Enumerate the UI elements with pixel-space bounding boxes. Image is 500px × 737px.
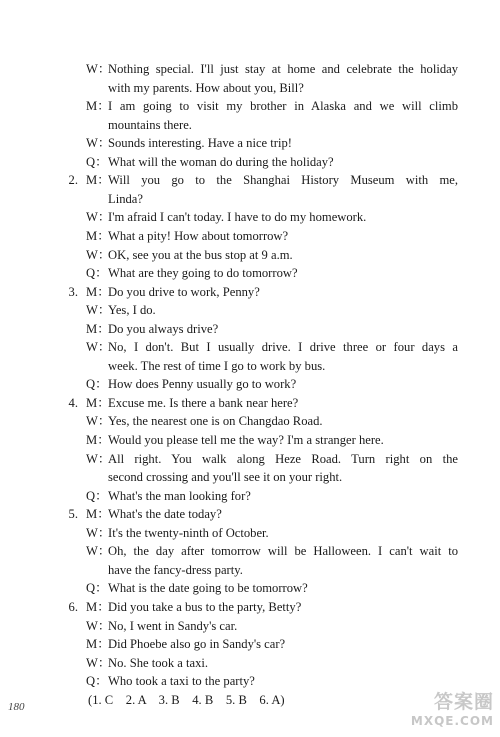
speaker-label: M： [86,599,110,614]
dialogue-text: Did you take a bus to the party, Betty? [108,599,302,614]
speaker-label: M： [86,284,110,299]
dialogue-continuation: mountains there. [108,117,192,132]
answer-key: (1. C 2. A 3. B 4. B 5. B 6. A) [88,692,285,707]
dialogue-text: How does Penny usually go to work? [108,377,297,392]
dialogue-text: It's the twenty-ninth of October. [108,525,269,540]
dialogue-line [0,598,500,616]
dialogue-continuation: week. The rest of time I go to work by bus. [108,358,326,373]
dialogue-text: No, I don't. But I usually drive. I drive three or four days a [108,340,458,355]
speaker-label: M： [86,99,110,114]
watermark-url: MXQE.COM [410,714,494,728]
dialogue-line [0,561,500,579]
dialogue-line [0,97,500,115]
page-number: 180 [8,701,25,713]
dialogue-line [0,264,500,282]
dialogue-text: What's the date today? [108,507,222,522]
speaker-label: M： [86,507,110,522]
speaker-label: Q： [86,581,108,596]
dialogue-line [0,487,500,505]
watermark-logo-text: 答案圈 [433,691,494,713]
dialogue-line [0,672,500,690]
dialogue-line [0,283,500,301]
speaker-label: M： [86,228,110,243]
site-watermark [382,690,494,732]
speaker-label: W： [86,414,111,429]
dialogue-line [0,375,500,393]
speaker-label: W： [86,303,111,318]
dialogue-text: All right. You walk along Heze Road. Turn right on the [108,451,458,466]
dialogue-line [0,450,500,468]
speaker-label: W： [86,340,111,355]
dialogue-text: What a pity! How about tomorrow? [108,228,289,243]
speaker-label: W： [86,210,111,225]
speaker-label: W： [86,544,111,559]
speaker-label: W： [86,451,111,466]
question-number: 4. [68,395,78,410]
dialogue-line [0,171,500,189]
dialogue-line [0,505,500,523]
dialogue-text: No. She took a taxi. [108,655,209,670]
dialogue-text: What will the woman do during the holiday? [108,154,334,169]
dialogue-line [0,153,500,171]
speaker-label: M： [86,395,110,410]
dialogue-line [0,301,500,319]
speaker-label: M： [86,321,110,336]
speaker-label: M： [86,637,110,652]
dialogue-text: Do you drive to work, Penny? [108,284,260,299]
speaker-label: M： [86,173,110,188]
dialogue-text: What's the man looking for? [108,488,251,503]
dialogue-text: Yes, I do. [108,303,156,318]
dialogue-text: Yes, the nearest one is on Changdao Road. [108,414,323,429]
speaker-label: Q： [86,377,108,392]
dialogue-line [0,227,500,245]
speaker-label: Q： [86,488,108,503]
dialogue-line [0,524,500,542]
dialogue-text: I am going to visit my brother in Alaska and we will climb [108,99,458,114]
dialogue-text: I'm afraid I can't today. I have to do my homework. [108,210,367,225]
speaker-label: Q： [86,674,108,689]
speaker-label: W： [86,655,111,670]
dialogue-line [0,60,500,78]
dialogue-text: Nothing special. I'll just stay at home and celebrate the holiday [108,62,458,76]
dialogue-line [0,134,500,152]
dialogue-text: OK, see you at the bus stop at 9 a.m. [108,247,293,262]
dialogue-line [0,394,500,412]
question-number: 6. [68,599,78,614]
dialogue-text: Sounds interesting. Have a nice trip! [108,136,292,151]
dialogue-continuation: Linda? [108,191,143,206]
question-number: 5. [68,507,78,522]
dialogue-line [0,579,500,597]
speaker-label: W： [86,618,111,633]
dialogue-text: Do you always drive? [108,321,219,336]
dialogue-line [0,412,500,430]
speaker-label: M： [86,433,110,447]
question-number: 3. [68,284,78,299]
dialogue-continuation: with my parents. How about you, Bill? [108,80,304,95]
dialogue-text: Will you go to the Shanghai History Museum with me, [108,173,458,188]
dialogue-text: What is the date going to be tomorrow? [108,581,308,596]
dialogue-line [0,79,500,97]
dialogue-text: Did Phoebe also go in Sandy's car? [108,637,286,652]
dialogue-line [0,468,500,486]
dialogue-line [0,208,500,226]
dialogue-line [0,357,500,375]
dialogue-line [0,246,500,264]
speaker-label: Q： [86,266,108,281]
question-number: 2. [68,173,78,188]
dialogue-continuation: have the fancy-dress party. [108,562,243,577]
speaker-label: W： [86,136,111,151]
dialogue-continuation: second crossing and you'll see it on your right. [108,470,343,485]
speaker-label: W： [86,247,111,262]
dialogue-text: What are they going to do tomorrow? [108,266,298,281]
dialogue-text: Oh, the day after tomorrow will be Halloween. I can't wait to [108,544,458,559]
dialogue-line [0,635,500,653]
dialogue-text: Excuse me. Is there a bank near here? [108,395,299,410]
dialogue-line [0,190,500,208]
speaker-label: W： [86,525,111,540]
dialogue-line [0,338,500,356]
dialogue-line [0,116,500,134]
dialogue-text: Who took a taxi to the party? [108,674,255,689]
dialogue-line [0,320,500,338]
dialogue-line [0,654,500,672]
dialogue-text: Would you please tell me the way? I'm a stranger here. [108,433,384,447]
dialogue-line [0,542,500,560]
dialogue-line [0,431,500,449]
speaker-label: W： [86,62,111,76]
speaker-label: Q： [86,154,108,169]
dialogue-line [0,617,500,635]
dialogue-text: No, I went in Sandy's car. [108,618,238,633]
